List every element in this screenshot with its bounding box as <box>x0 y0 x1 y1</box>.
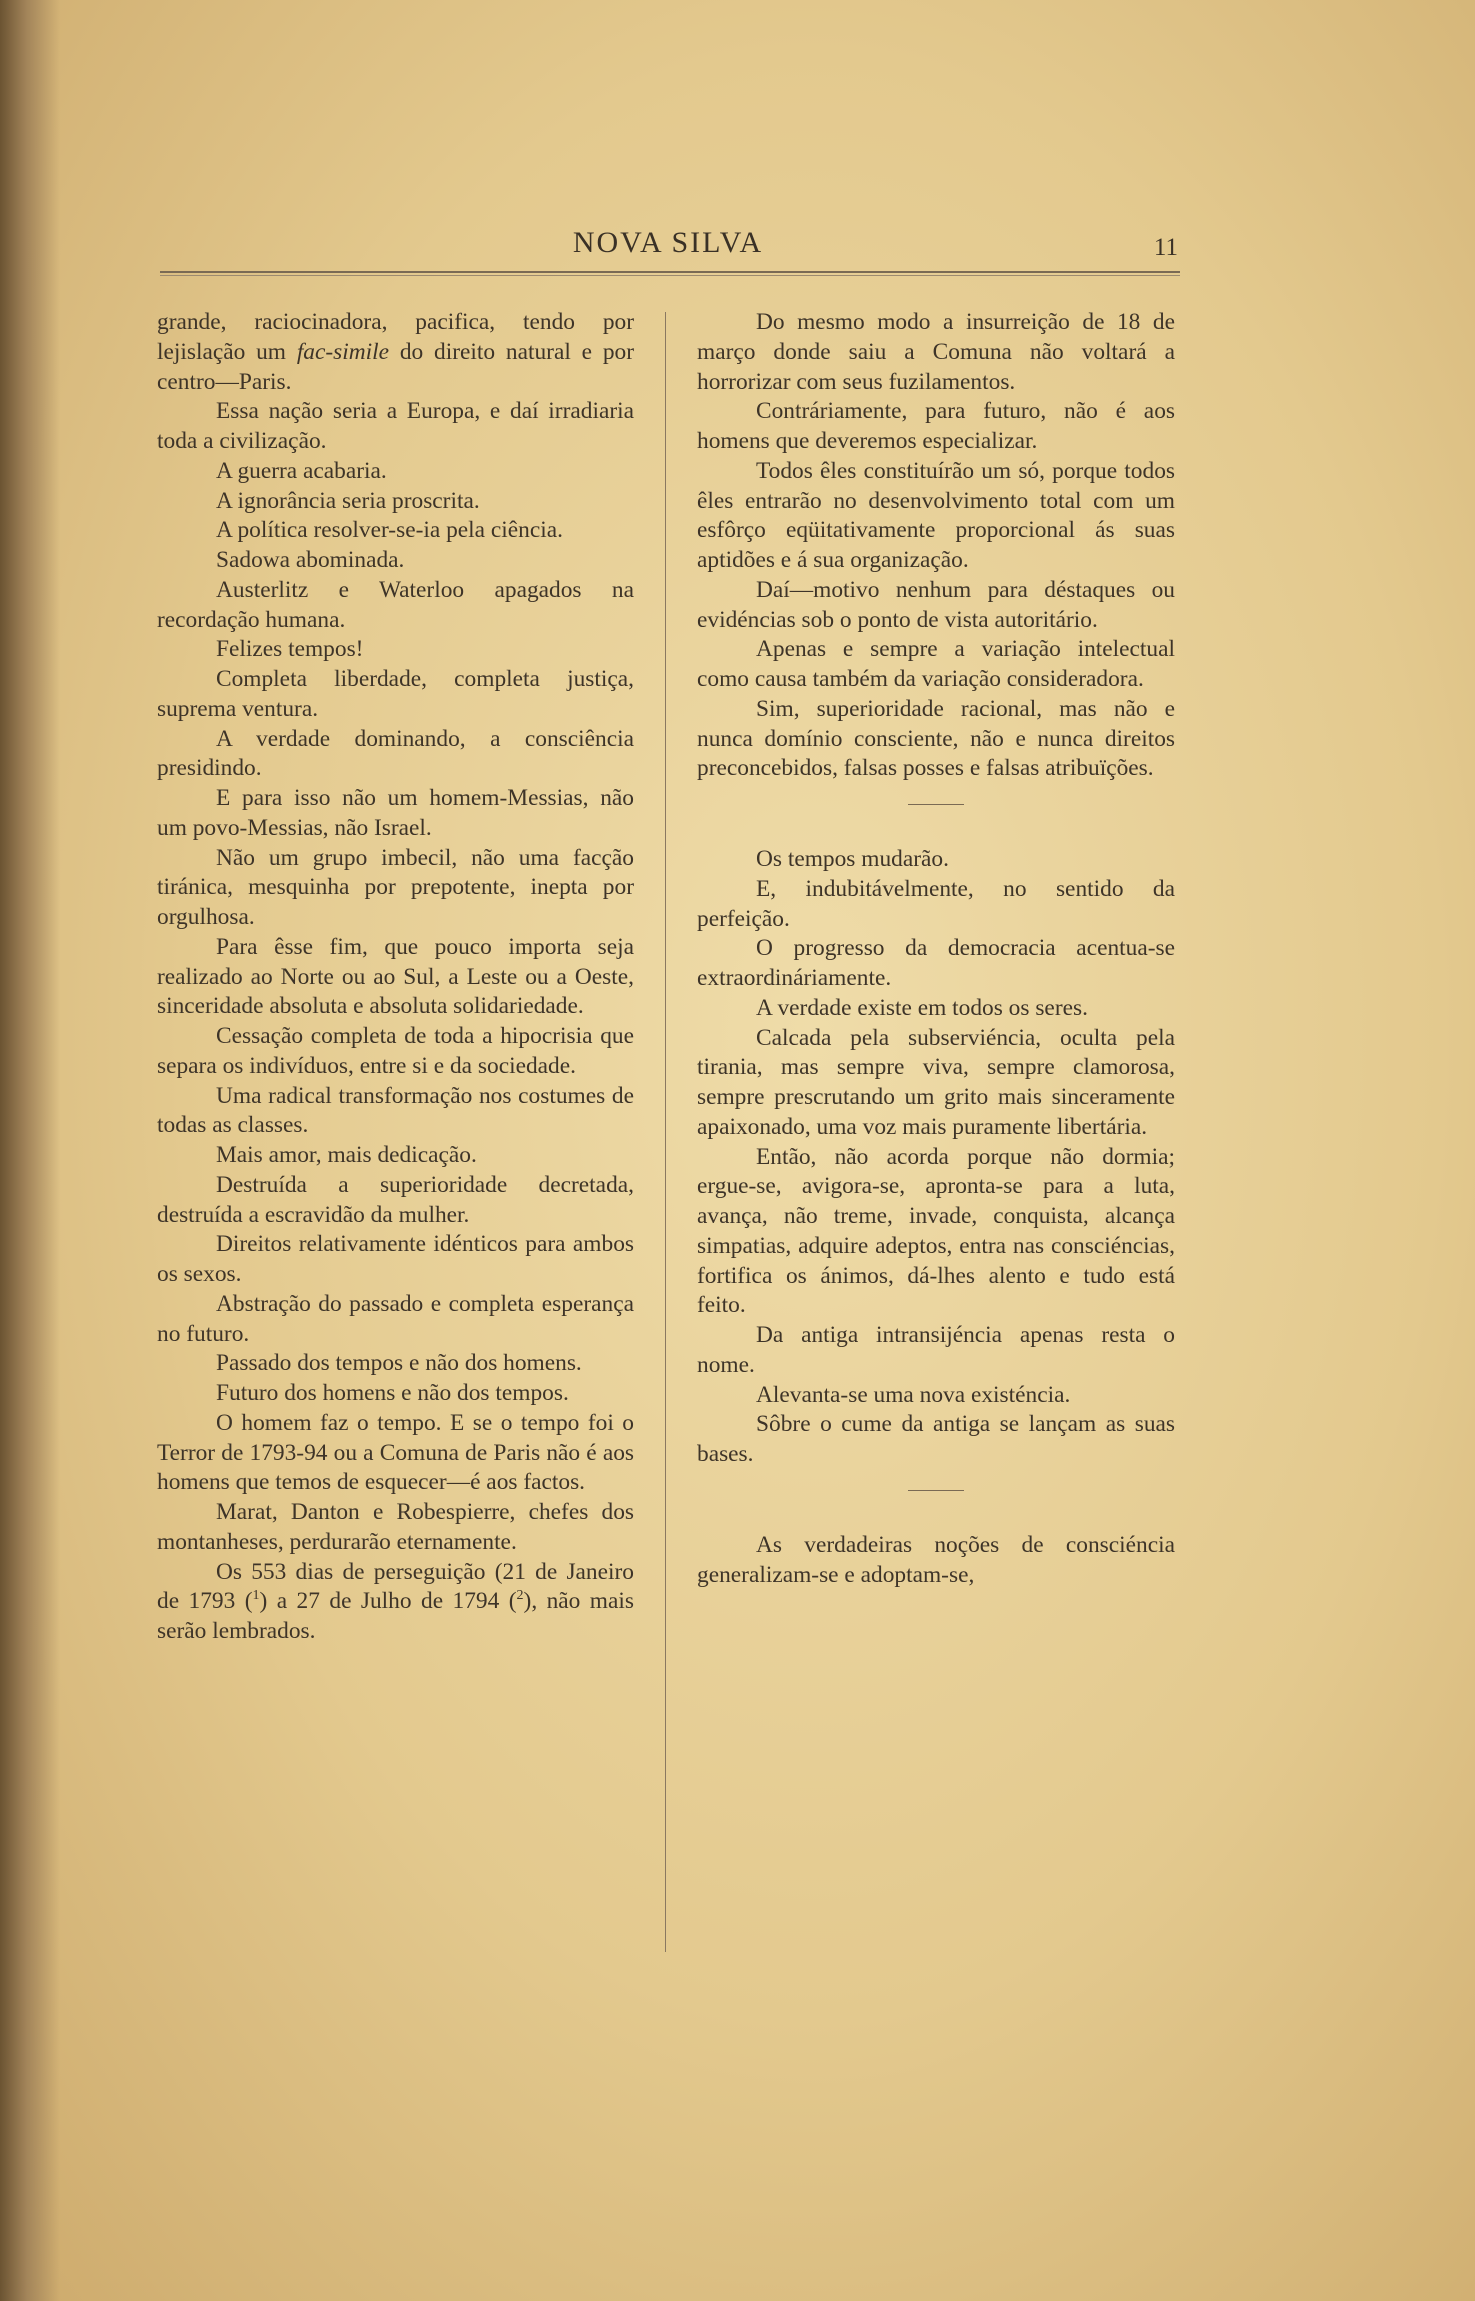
paragraph: Não um grupo imbecil, não uma facção tiránica, mesquinha por prepotente, inepta por orgulhosa. <box>157 844 634 930</box>
paragraph: As verdadeiras noções de consciéncia generalizam-se e adoptam-se, <box>697 1531 1175 1588</box>
paragraph: O progresso da democracia acentua-se extraordináriamente. <box>697 935 1175 991</box>
paragraph: Completa liberdade, completa justiça, suprema ventura. <box>157 666 634 722</box>
section-separator <box>908 1490 964 1491</box>
paragraph: Sim, superioridade racional, mas não e nunca domínio consciente, não e nunca direitos preconcebidos, falsas posses e falsas atribuïções. <box>697 695 1175 782</box>
paragraph: Os tempos mudarão. <box>756 846 949 872</box>
paragraph: Cessação completa de toda a hipocrisia que separa os indivíduos, entre si e da sociedade. <box>157 1023 634 1079</box>
paragraph: Calcada pela subserviéncia, oculta pela tirania, mas sempre viva, sempre clamorosa, sempre prescrutando um grito mais sinceramente apaixonado, uma voz mais puramente libertária. <box>697 1024 1175 1140</box>
paragraph: Os 553 dias de perseguição (21 de Janeiro de 1793 ($^1$) a 27 de Julho de 1794 ($^2$), não mais serão lembrados. <box>157 1558 634 1644</box>
paragraph: grande, raciocinadora, pacifica, tendo por lejislação um fac-simile do direito natural e por centro—Paris. <box>157 309 634 395</box>
footnote-ref[interactable]: 2 <box>516 1588 524 1604</box>
paragraph: Austerlitz e Waterloo apagados na recordação humana. <box>157 576 634 633</box>
header-rule <box>160 271 1180 276</box>
paragraph: Da antiga intransijéncia apenas resta o nome. <box>697 1322 1175 1378</box>
footnote-ref[interactable]: 1 <box>252 1588 260 1604</box>
paragraph: Contráriamente, para futuro, não é aos homens que deveremos especializar. <box>697 398 1175 454</box>
paragraph: Todos êles constituírão um só, porque todos êles entrarão no desenvolvimento total com um esfôrço eqüitativamente proporcional ás suas aptidões e á sua organização. <box>697 457 1175 573</box>
paragraph: Direitos relativamente idénticos para ambos os sexos. <box>157 1231 634 1287</box>
running-head <box>158 222 1178 266</box>
paragraph: O homem faz o tempo. E se o tempo foi o Terror de 1793-94 ou a Comuna de Paris não é aos homens que temos de esquecer—é aos factos. <box>157 1409 634 1496</box>
paragraph: Mais amor, mais dedicação. <box>216 1142 477 1168</box>
paragraph: Marat, Danton e Robespierre, chefes dos montanheses, perdurarão eternamente. <box>157 1499 634 1555</box>
paragraph: Sôbre o cume da antiga se lançam as suas bases. <box>697 1411 1175 1467</box>
page-number: 11 <box>1153 234 1178 261</box>
paragraph: A verdade existe em todos os seres. <box>756 994 1088 1021</box>
paragraph: Do mesmo modo a insurreição de 18 de março donde saiu a Comuna não voltará a horrorizar com seus fuzilamentos. <box>697 309 1175 395</box>
paragraph: Sadowa abominada. <box>216 547 405 573</box>
italic-term: fac-simile <box>296 338 390 365</box>
paragraph: A ignorância seria proscrita. <box>216 487 480 514</box>
book-spine-shadow <box>0 0 60 2301</box>
paragraph: A verdade dominando, a consciência presidindo. <box>157 725 634 782</box>
paragraph: Para êsse fim, que pouco importa seja realizado ao Norte ou ao Sul, a Leste ou a Oeste, sinceridade absoluta e absoluta solidariedade. <box>157 933 634 1020</box>
left-column <box>157 308 634 1647</box>
paragraph: Felizes tempos! <box>216 636 364 663</box>
paragraph: Essa nação seria a Europa, e daí irradiaria toda a civilização. <box>157 398 634 454</box>
paragraph: Apenas e sempre a variação intelectual como causa também da variação consideradora. <box>697 636 1175 692</box>
paragraph: Futuro dos homens e não dos tempos. <box>216 1380 569 1406</box>
paragraph: Destruída a superioridade decretada, destruída a escravidão da mulher. <box>157 1171 634 1228</box>
paragraph: E, indubitávelmente, no sentido da perfeição. <box>697 875 1175 932</box>
paragraph: Abstração do passado e completa esperança no futuro. <box>157 1290 634 1347</box>
paragraph: A política resolver-se-ia pela ciência. <box>216 517 563 544</box>
right-column <box>697 308 1175 1590</box>
section-separator <box>908 804 964 805</box>
paragraph: Então, não acorda porque não dormia; ergue-se, avigora-se, apronta-se para a luta, avança, não treme, invade, conquista, alcança simpatias, adquire adeptos, entra nas consciéncias, fortifica os ánimos, dá-lhes alento e tudo está feito. <box>697 1143 1175 1319</box>
running-title: NOVA SILVA <box>572 226 764 259</box>
paragraph: Alevanta-se uma nova existéncia. <box>756 1381 1071 1408</box>
paragraph: E para isso não um homem-Messias, não um povo-Messias, não Israel. <box>157 785 634 841</box>
paragraph: Daí—motivo nenhum para déstaques ou evidéncias sob o ponto de vista autoritário. <box>697 576 1175 633</box>
paragraph: Uma radical transformação nos costumes de todas as classes. <box>157 1082 634 1139</box>
paragraph: A guerra acabaria. <box>216 457 387 484</box>
column-divider <box>665 312 666 1952</box>
paragraph: Passado dos tempos e não dos homens. <box>216 1350 582 1377</box>
